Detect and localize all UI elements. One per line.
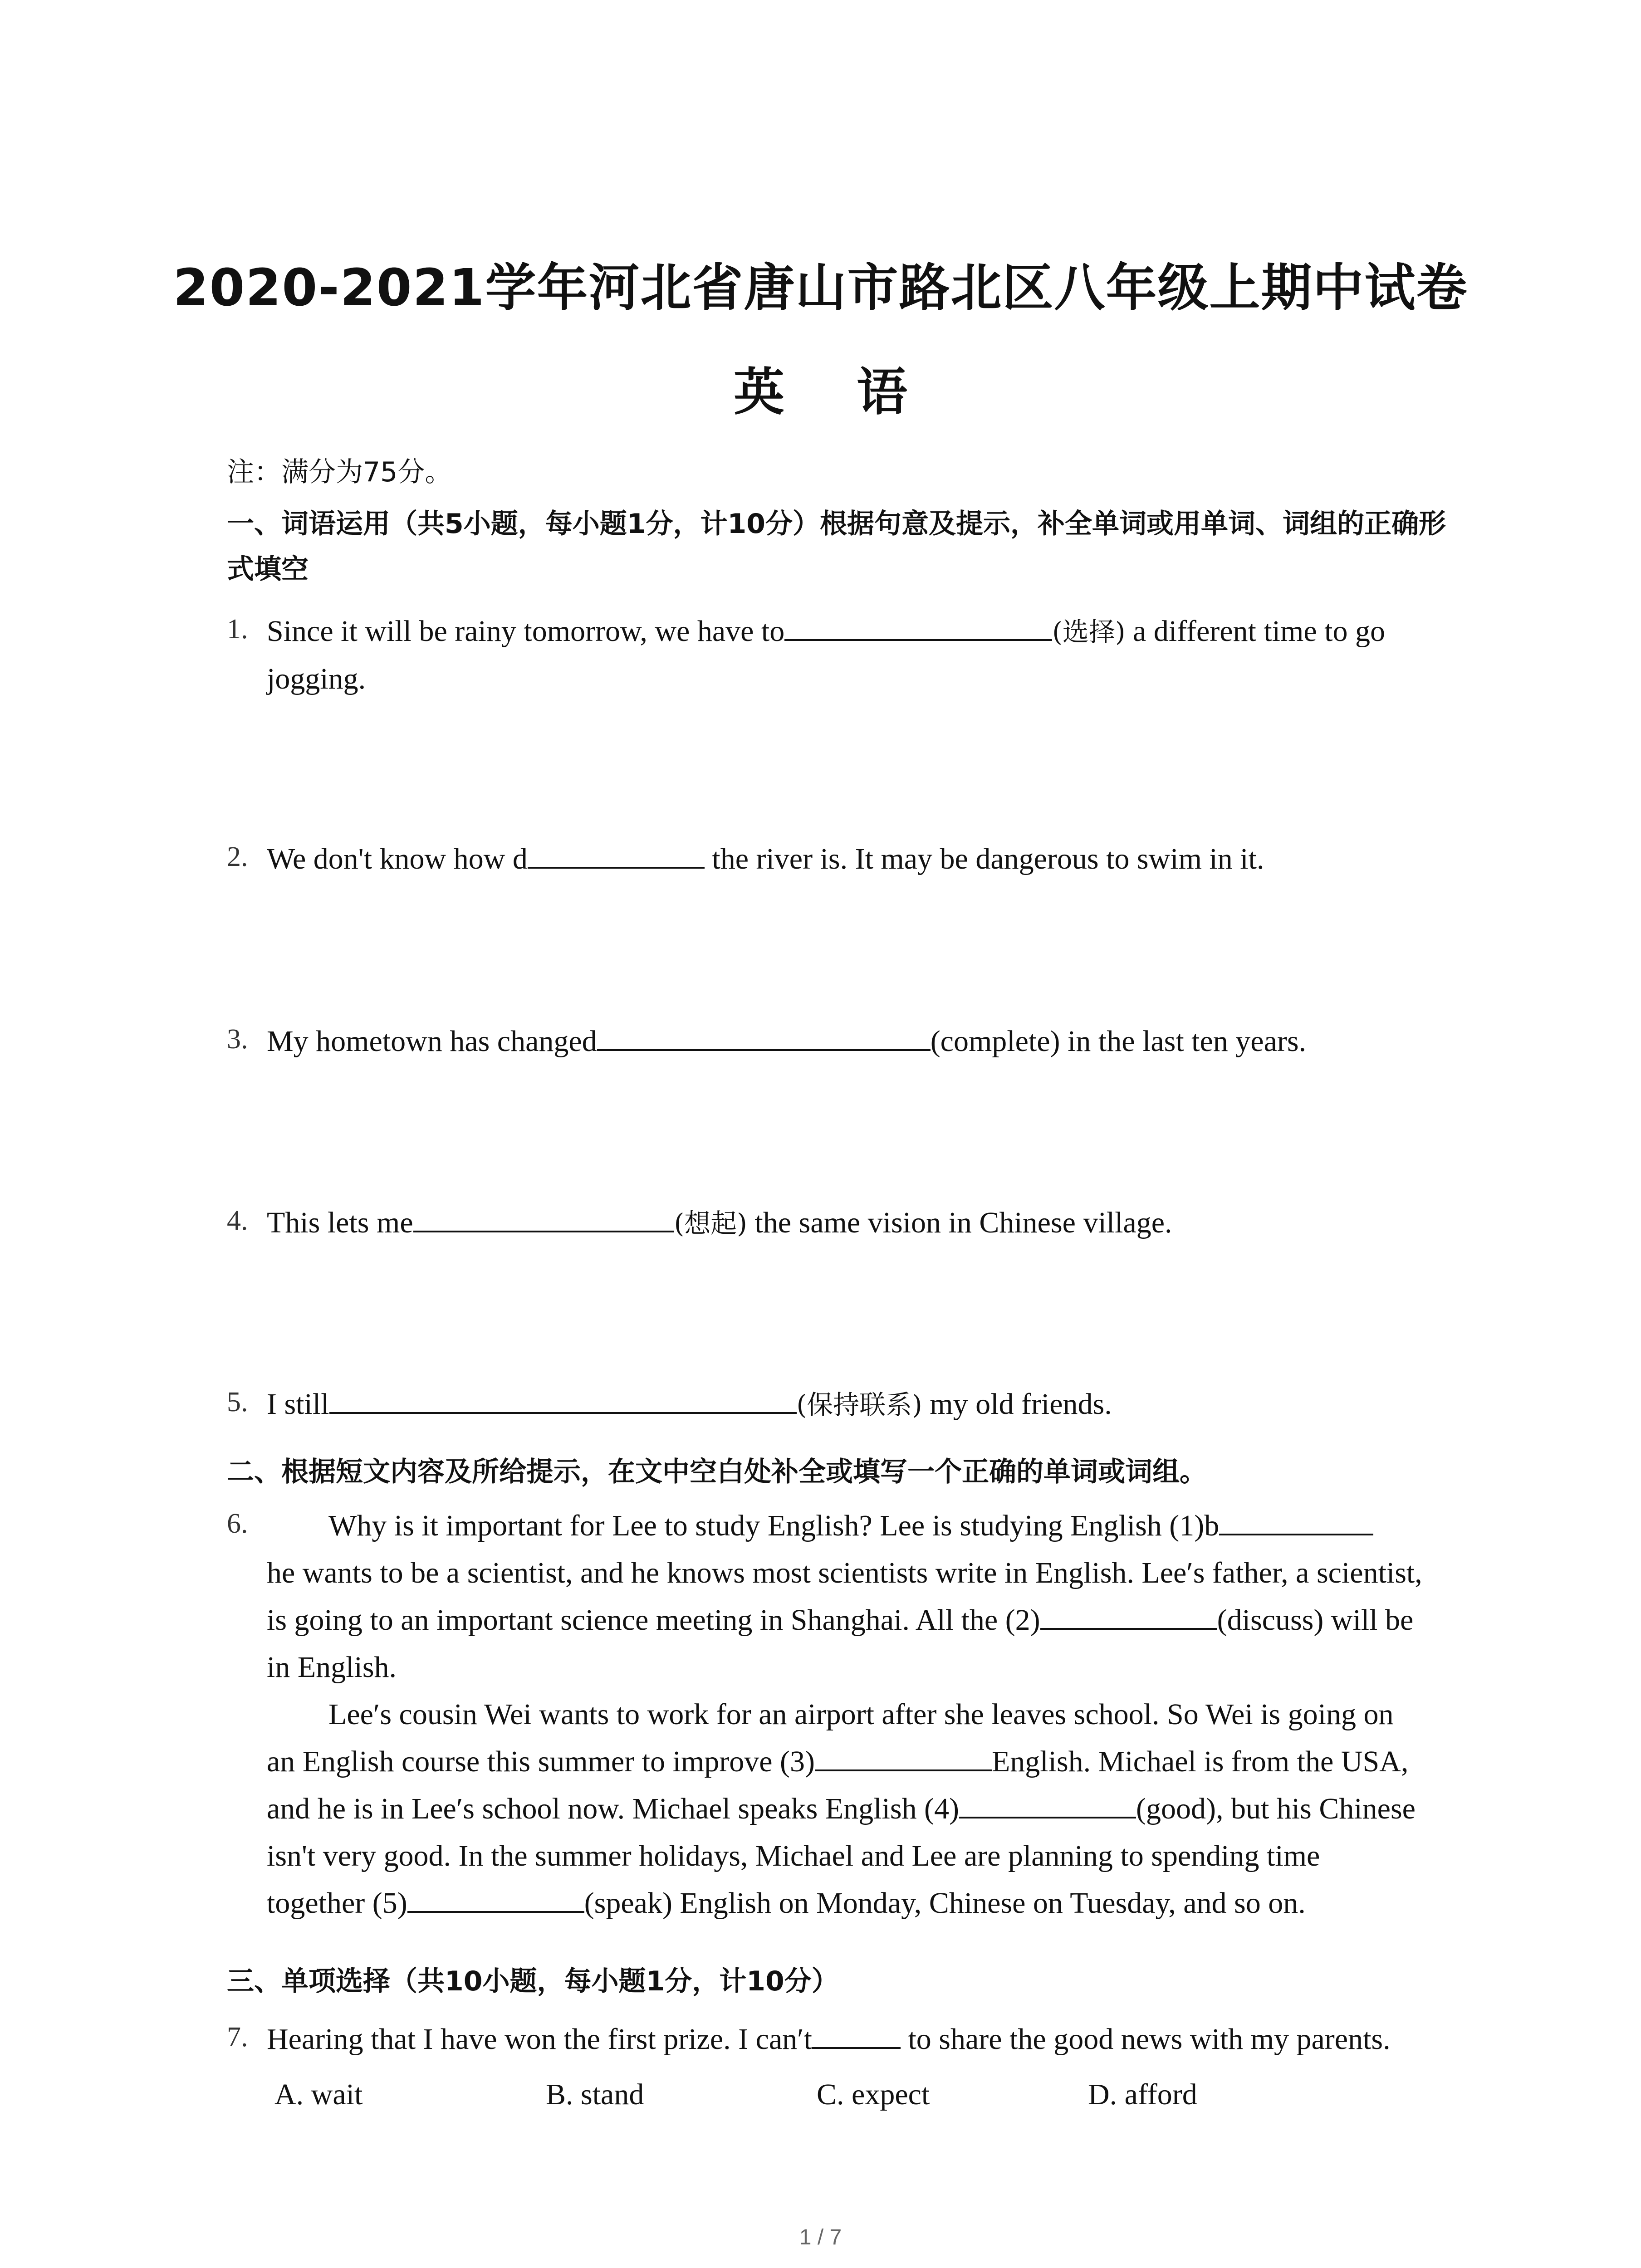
passage-text: an English course this summer to improve (3) [267,1745,815,1778]
answer-blank[interactable] [959,1789,1136,1818]
question-7 [267,2016,1465,2063]
option-b[interactable]: B. stand [546,2078,644,2111]
passage-text: (discuss) will be [1217,1603,1414,1637]
question-text: Since it will be rainy tomorrow, we have to [267,615,785,648]
page-title: 2020-2021学年河北省唐山市路北区八年级上期中试卷 [173,259,1468,318]
section3-heading: 三、单项选择（共10小题，每小题1分，计10分） [227,1965,839,1997]
option-d[interactable]: D. afford [1088,2078,1197,2111]
option-a[interactable]: A. wait [274,2078,363,2111]
question-4 [267,1199,1465,1247]
answer-blank[interactable] [413,1203,674,1232]
passage-text: in English. [267,1651,397,1684]
score-note: 注：满分为75分。 [227,456,452,488]
answer-blank[interactable] [812,2020,901,2049]
passage-text: Why is it important for Lee to study English? Lee is studying English (1)b [328,1509,1220,1542]
question-text: We don't know how d [267,842,528,875]
passage-text: is going to an important science meeting in Shanghai. All the (2) [267,1603,1040,1637]
hint-text: (想起) [674,1208,747,1239]
question-text: the same vision in Chinese village. [747,1206,1172,1239]
question-3 [267,1018,1465,1065]
question-text: jogging. [267,662,366,695]
page-number: 1 / 7 [799,2225,842,2249]
question-number: 7. [227,2022,248,2053]
answer-blank[interactable] [1219,1506,1373,1535]
section1-heading: 一、词语运用（共5小题，每小题1分，计10分）根据句意及提示，补全单词或用单词、词组的正确形式填空 [227,508,1446,585]
question-text: I still [267,1388,329,1421]
question-text: Hearing that I have won the first prize. I can′t [267,2023,812,2056]
question-6-passage [267,1502,1465,1927]
passage-text: together (5) [267,1887,407,1920]
question-1 [267,608,1465,703]
question-2 [267,836,1465,883]
question-text: my old friends. [922,1388,1112,1421]
passage-text: he wants to be a scientist, and he knows most scientists write in English. Lee′s father, a scientist, [267,1556,1422,1589]
answer-blank[interactable] [1040,1601,1217,1630]
passage-text: English. Michael is from the USA, [991,1745,1409,1778]
answer-blank[interactable] [528,840,705,869]
question-number: 1. [227,614,248,645]
question-number: 2. [227,841,248,872]
answer-blank[interactable] [815,1742,992,1771]
question-number: 5. [227,1387,248,1418]
question-text: This lets me [267,1206,413,1239]
question-text: to share the good news with my parents. [900,2023,1391,2056]
option-c[interactable]: C. expect [817,2078,930,2111]
question-number: 3. [227,1024,248,1055]
passage-text: (good), but his Chinese [1136,1792,1416,1825]
section2-heading: 二、根据短文内容及所给提示，在文中空白处补全或填写一个正确的单词或词组。 [227,1456,1207,1488]
answer-blank[interactable] [407,1884,584,1913]
hint-text: (保持联系) [796,1389,922,1420]
passage-text: (speak) English on Monday, Chinese on Tuesday, and so on. [584,1887,1306,1920]
passage-text: isn't very good. In the summer holidays, Michael and Lee are planning to spending time [267,1839,1320,1872]
answer-blank[interactable] [597,1022,931,1051]
question-text: a different time to go [1125,615,1385,648]
question-text: (complete) in the last ten years. [930,1025,1307,1058]
question-text: the river is. It may be dangerous to swim in it. [704,842,1264,875]
passage-text: and he is in Lee′s school now. Michael speaks English (4) [267,1792,959,1825]
page-subtitle: 英 语 [734,363,935,422]
question-number: 6. [227,1508,248,1539]
question-number: 4. [227,1205,248,1236]
question-5 [267,1381,1465,1428]
answer-blank[interactable] [329,1385,797,1414]
answer-blank[interactable] [784,612,1052,641]
passage-text: Lee′s cousin Wei wants to work for an airport after she leaves school. So Wei is going on [328,1698,1394,1731]
hint-text: (选择) [1052,616,1126,647]
question-text: My hometown has changed [267,1025,597,1058]
